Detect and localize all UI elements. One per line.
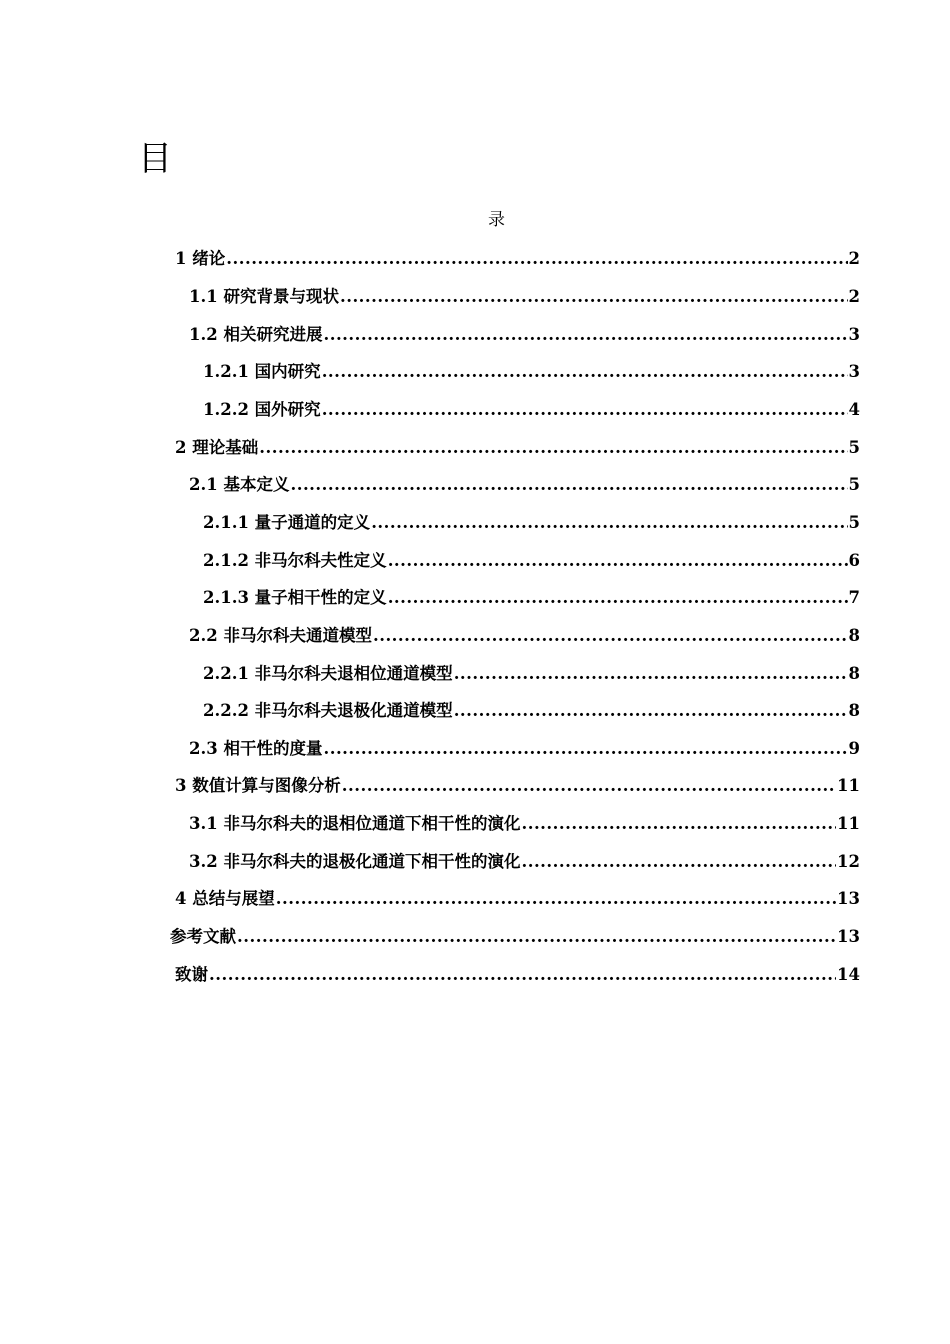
toc-entry-page: 9: [848, 739, 860, 758]
toc-entry-page: 12: [837, 852, 860, 871]
toc-leader-dots: [388, 550, 848, 572]
toc-entry[interactable]: [189, 625, 860, 647]
toc-entry[interactable]: [189, 286, 860, 308]
toc-entry[interactable]: [189, 813, 860, 835]
toc-entry[interactable]: [203, 663, 860, 685]
toc-entry[interactable]: [203, 700, 860, 722]
toc-entry[interactable]: [175, 964, 860, 986]
toc-heading-char-1: 目: [138, 139, 172, 179]
toc-entry-page: 2: [848, 287, 860, 306]
toc-entry-label: 2.3 相干性的度量: [189, 739, 323, 758]
toc-entry-page: 3: [848, 325, 860, 344]
toc-leader-dots: [388, 587, 848, 609]
toc-leader-dots: [371, 512, 847, 534]
toc-entry-page: 5: [848, 475, 860, 494]
toc-entry-page: 8: [848, 664, 860, 683]
toc-entry[interactable]: [175, 775, 860, 797]
toc-entry-label: 1.2.1 国内研究: [203, 362, 321, 381]
toc-entry[interactable]: [203, 399, 860, 421]
toc-leader-dots: [290, 474, 847, 496]
toc-leader-dots: [521, 851, 836, 873]
toc-leader-dots: [340, 286, 848, 308]
toc-leader-dots: [454, 700, 848, 722]
toc-entry-label: 2.1 基本定义: [189, 475, 290, 494]
toc-entry[interactable]: [189, 738, 860, 760]
toc-leader-dots: [373, 625, 848, 647]
toc-entry-page: 4: [848, 400, 860, 419]
toc-entry-page: 13: [837, 889, 860, 908]
toc-entry-label: 2.2.1 非马尔科夫退相位通道模型: [203, 664, 453, 683]
toc-entry[interactable]: [203, 512, 860, 534]
toc-entry-label: 2.2.2 非马尔科夫退极化通道模型: [203, 701, 453, 720]
toc-leader-dots: [454, 663, 848, 685]
toc-entry[interactable]: [203, 550, 860, 572]
toc-leader-dots: [521, 813, 836, 835]
toc-entry[interactable]: [175, 888, 860, 910]
toc-entry-label: 1.1 研究背景与现状: [189, 287, 339, 306]
toc-entry-page: 5: [848, 513, 860, 532]
toc-entry[interactable]: [170, 926, 860, 948]
toc-leader-dots: [237, 926, 836, 948]
toc-leader-dots: [209, 964, 836, 986]
toc-entry-label: 2.1.3 量子相干性的定义: [203, 588, 387, 607]
toc-entry-label: 3.1 非马尔科夫的退相位通道下相干性的演化: [189, 814, 521, 833]
toc-entry-label: 3.2 非马尔科夫的退极化通道下相干性的演化: [189, 852, 521, 871]
toc-entry-page: 6: [848, 551, 860, 570]
toc-entry-page: 8: [848, 701, 860, 720]
toc-entry-page: 2: [848, 249, 860, 268]
toc-entry-page: 3: [848, 362, 860, 381]
toc-entry-page: 8: [848, 626, 860, 645]
toc-leader-dots: [226, 248, 847, 270]
toc-entry-page: 11: [837, 776, 860, 795]
toc-leader-dots: [259, 437, 847, 459]
toc-entry[interactable]: [189, 851, 860, 873]
toc-leader-dots: [323, 324, 847, 346]
toc-heading-char-2: 录: [488, 210, 505, 230]
toc-leader-dots: [322, 361, 848, 383]
toc-entry[interactable]: [203, 587, 860, 609]
toc-entry[interactable]: [189, 474, 860, 496]
toc-entry-label: 4 总结与展望: [175, 889, 275, 908]
toc-entry-page: 13: [837, 927, 860, 946]
toc-entry-label: 参考文献: [170, 927, 236, 946]
toc-entry-page: 14: [837, 965, 860, 984]
toc-entry-page: 11: [837, 814, 860, 833]
toc-entry-label: 3 数值计算与图像分析: [175, 776, 341, 795]
toc-entry[interactable]: [175, 437, 860, 459]
toc-entry-label: 1 绪论: [175, 249, 226, 268]
toc-entry-label: 2.2 非马尔科夫通道模型: [189, 626, 372, 645]
toc-leader-dots: [323, 738, 847, 760]
toc-entry-label: 2.1.2 非马尔科夫性定义: [203, 551, 387, 570]
toc-entry-page: 7: [848, 588, 860, 607]
toc-entry-label: 2.1.1 量子通道的定义: [203, 513, 371, 532]
toc-leader-dots: [276, 888, 836, 910]
toc-entry[interactable]: [203, 361, 860, 383]
toc-leader-dots: [322, 399, 848, 421]
toc-entry-label: 1.2.2 国外研究: [203, 400, 321, 419]
toc-entry-label: 致谢: [175, 965, 208, 984]
toc-leader-dots: [342, 775, 836, 797]
toc-entry-label: 1.2 相关研究进展: [189, 325, 323, 344]
toc-entry[interactable]: [189, 324, 860, 346]
toc-entry[interactable]: [175, 248, 860, 270]
toc-entry-label: 2 理论基础: [175, 438, 259, 457]
toc-entry-page: 5: [848, 438, 860, 457]
